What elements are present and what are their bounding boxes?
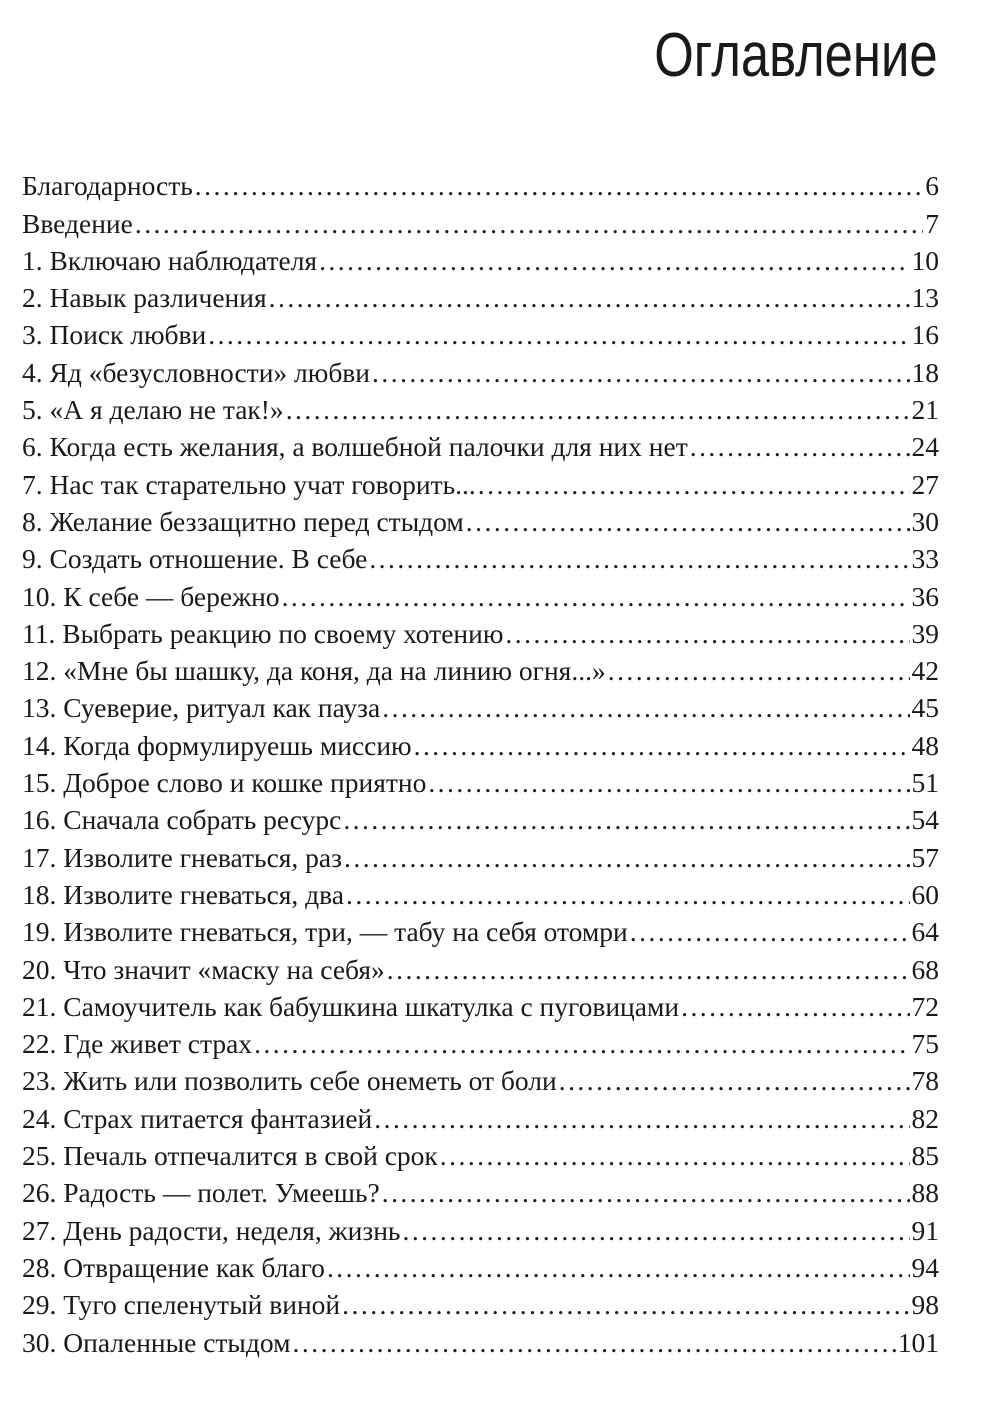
- toc-dot-leader: [414, 727, 910, 764]
- toc-dot-leader: [254, 1025, 909, 1062]
- toc-dot-leader: [195, 167, 923, 204]
- toc-entry: [22, 1099, 939, 1136]
- toc-entry-page-number: 51: [911, 767, 939, 799]
- toc-entry-page-number: 33: [911, 543, 939, 575]
- toc-entry-page-number: 45: [911, 692, 939, 724]
- toc-entry-title: 15. Доброе слово и кошке приятно: [22, 767, 427, 799]
- toc-entry-title: Введение: [22, 207, 133, 239]
- toc-dot-leader: [478, 466, 910, 503]
- toc-dot-leader: [505, 615, 909, 652]
- toc-entry: [22, 204, 939, 241]
- toc-entry-title: 7. Нас так старательно учат говорить...: [22, 468, 476, 500]
- toc-entry-page-number: 24: [911, 431, 939, 463]
- toc-entry-page-number: 57: [911, 841, 939, 873]
- toc-entry: [22, 726, 939, 763]
- toc-entry: [22, 1062, 939, 1099]
- toc-dot-leader: [374, 1100, 909, 1137]
- toc-entry-page-number: 101: [897, 1326, 939, 1358]
- toc-entry: [22, 950, 939, 987]
- toc-entry-page-number: 75: [911, 1028, 939, 1060]
- toc-entry-title: 6. Когда есть желания, а волшебной палочки для них нет: [22, 431, 688, 463]
- table-of-contents: [22, 167, 939, 1361]
- toc-dot-leader: [428, 764, 909, 801]
- toc-dot-leader: [690, 428, 910, 465]
- toc-entry-page-number: 98: [911, 1289, 939, 1321]
- toc-entry-page-number: 78: [911, 1065, 939, 1097]
- toc-entry: [22, 615, 939, 652]
- toc-entry: [22, 1249, 939, 1286]
- toc-entry-title: 11. Выбрать реакцию по своему хотению: [22, 617, 504, 649]
- toc-dot-leader: [559, 1062, 910, 1099]
- toc-entry: [22, 167, 939, 204]
- toc-entry-page-number: 91: [911, 1214, 939, 1246]
- toc-entry: [22, 316, 939, 353]
- toc-entry-page-number: 27: [911, 468, 939, 500]
- toc-entry-title: 28. Отвращение как благо: [22, 1251, 325, 1283]
- toc-dot-leader: [382, 1174, 910, 1211]
- toc-entry-title: 30. Опаленные стыдом: [22, 1326, 291, 1358]
- toc-entry-page-number: 13: [911, 282, 939, 314]
- toc-dot-leader: [466, 503, 910, 540]
- toc-dot-leader: [342, 1286, 909, 1323]
- toc-entry-title: 19. Изволите гневаться, три, — табу на себя отомри: [22, 916, 628, 948]
- toc-dot-leader: [681, 988, 909, 1025]
- toc-entry-page-number: 18: [911, 356, 939, 388]
- toc-entry-title: 9. Создать отношение. В себе: [22, 543, 368, 575]
- toc-entry-page-number: 21: [911, 394, 939, 426]
- toc-entry-title: 22. Где живет страх: [22, 1028, 253, 1060]
- toc-entry-page-number: 42: [911, 655, 939, 687]
- page-title: Оглавление: [654, 21, 938, 90]
- toc-entry-page-number: 82: [911, 1102, 939, 1134]
- toc-entry: [22, 465, 939, 502]
- toc-entry: [22, 1286, 939, 1323]
- toc-entry-page-number: 54: [911, 804, 939, 836]
- toc-entry-title: 10. К себе — бережно: [22, 580, 280, 612]
- toc-dot-leader: [369, 540, 909, 577]
- toc-entry-page-number: 64: [911, 916, 939, 948]
- toc-dot-leader: [319, 242, 909, 279]
- toc-dot-leader: [344, 839, 910, 876]
- toc-dot-leader: [327, 1249, 910, 1286]
- toc-entry-title: 18. Изволите гневаться, два: [22, 878, 344, 910]
- toc-entry: [22, 391, 939, 428]
- toc-entry: [22, 428, 939, 465]
- toc-entry-title: 4. Яд «безусловности» любви: [22, 356, 371, 388]
- toc-entry-page-number: 7: [925, 207, 939, 239]
- toc-entry: [22, 1174, 939, 1211]
- toc-entry: [22, 913, 939, 950]
- toc-entry: [22, 689, 939, 726]
- toc-dot-leader: [372, 354, 909, 391]
- toc-entry-title: 27. День радости, неделя, жизнь: [22, 1214, 401, 1246]
- toc-entry-title: 12. «Мне бы шашку, да коня, да на линию огня...»: [22, 655, 606, 687]
- toc-entry: [22, 1323, 939, 1360]
- toc-dot-leader: [269, 279, 910, 316]
- toc-entry: [22, 242, 939, 279]
- toc-dot-leader: [630, 913, 910, 950]
- toc-dot-leader: [387, 951, 910, 988]
- toc-entry: [22, 353, 939, 390]
- toc-entry-title: 13. Суеверие, ритуал как пауза: [22, 692, 381, 724]
- toc-entry-title: Благодарность: [22, 170, 193, 202]
- toc-entry-title: 20. Что значит «маску на себя»: [22, 953, 385, 985]
- toc-entry: [22, 801, 939, 838]
- toc-entry-title: 5. «А я делаю не так!»: [22, 394, 284, 426]
- toc-entry: [22, 1211, 939, 1248]
- toc-entry-title: 26. Радость — полет. Умеешь?: [22, 1177, 380, 1209]
- toc-entry-title: 23. Жить или позволить себе онеметь от боли: [22, 1065, 557, 1097]
- toc-dot-leader: [135, 205, 923, 242]
- toc-dot-leader: [293, 1324, 896, 1361]
- toc-entry-page-number: 36: [911, 580, 939, 612]
- toc-entry-page-number: 39: [911, 617, 939, 649]
- toc-entry-page-number: 6: [925, 170, 939, 202]
- toc-dot-leader: [282, 578, 910, 615]
- toc-entry: [22, 838, 939, 875]
- toc-entry-page-number: 48: [911, 729, 939, 761]
- toc-entry-page-number: 88: [911, 1177, 939, 1209]
- toc-dot-leader: [382, 689, 909, 726]
- toc-entry: [22, 876, 939, 913]
- toc-entry-page-number: 60: [911, 878, 939, 910]
- toc-entry-page-number: 94: [911, 1251, 939, 1283]
- toc-entry-title: 14. Когда формулируешь миссию: [22, 729, 412, 761]
- toc-dot-leader: [208, 316, 909, 353]
- toc-entry: [22, 503, 939, 540]
- toc-dot-leader: [608, 652, 910, 689]
- toc-entry-title: 1. Включаю наблюдателя: [22, 244, 318, 276]
- toc-entry: [22, 540, 939, 577]
- toc-entry-title: 25. Печаль отпечалится в свой срок: [22, 1140, 438, 1172]
- toc-dot-leader: [346, 876, 910, 913]
- toc-entry-page-number: 30: [911, 505, 939, 537]
- toc-dot-leader: [402, 1212, 909, 1249]
- toc-entry-title: 16. Сначала собрать ресурс: [22, 804, 342, 836]
- toc-entry: [22, 1137, 939, 1174]
- toc-entry-title: 24. Страх питается фантазией: [22, 1102, 373, 1134]
- toc-entry-page-number: 68: [911, 953, 939, 985]
- toc-entry-title: 8. Желание беззащитно перед стыдом: [22, 505, 464, 537]
- toc-entry-page-number: 72: [911, 990, 939, 1022]
- toc-dot-leader: [343, 801, 909, 838]
- toc-entry-title: 3. Поиск любви: [22, 319, 207, 351]
- toc-entry-title: 29. Туго спеленутый виной: [22, 1289, 341, 1321]
- toc-entry: [22, 1025, 939, 1062]
- toc-entry: [22, 279, 939, 316]
- toc-entry-title: 2. Навык различения: [22, 282, 267, 314]
- toc-entry: [22, 764, 939, 801]
- toc-dot-leader: [286, 391, 910, 428]
- toc-entry-page-number: 16: [911, 319, 939, 351]
- toc-entry-title: 21. Самоучитель как бабушкина шкатулка с пуговицами: [22, 990, 680, 1022]
- toc-entry: [22, 652, 939, 689]
- toc-entry: [22, 577, 939, 614]
- toc-entry-page-number: 85: [911, 1140, 939, 1172]
- toc-entry-title: 17. Изволите гневаться, раз: [22, 841, 342, 873]
- toc-entry: [22, 988, 939, 1025]
- toc-entry-page-number: 10: [911, 244, 939, 276]
- toc-dot-leader: [440, 1137, 910, 1174]
